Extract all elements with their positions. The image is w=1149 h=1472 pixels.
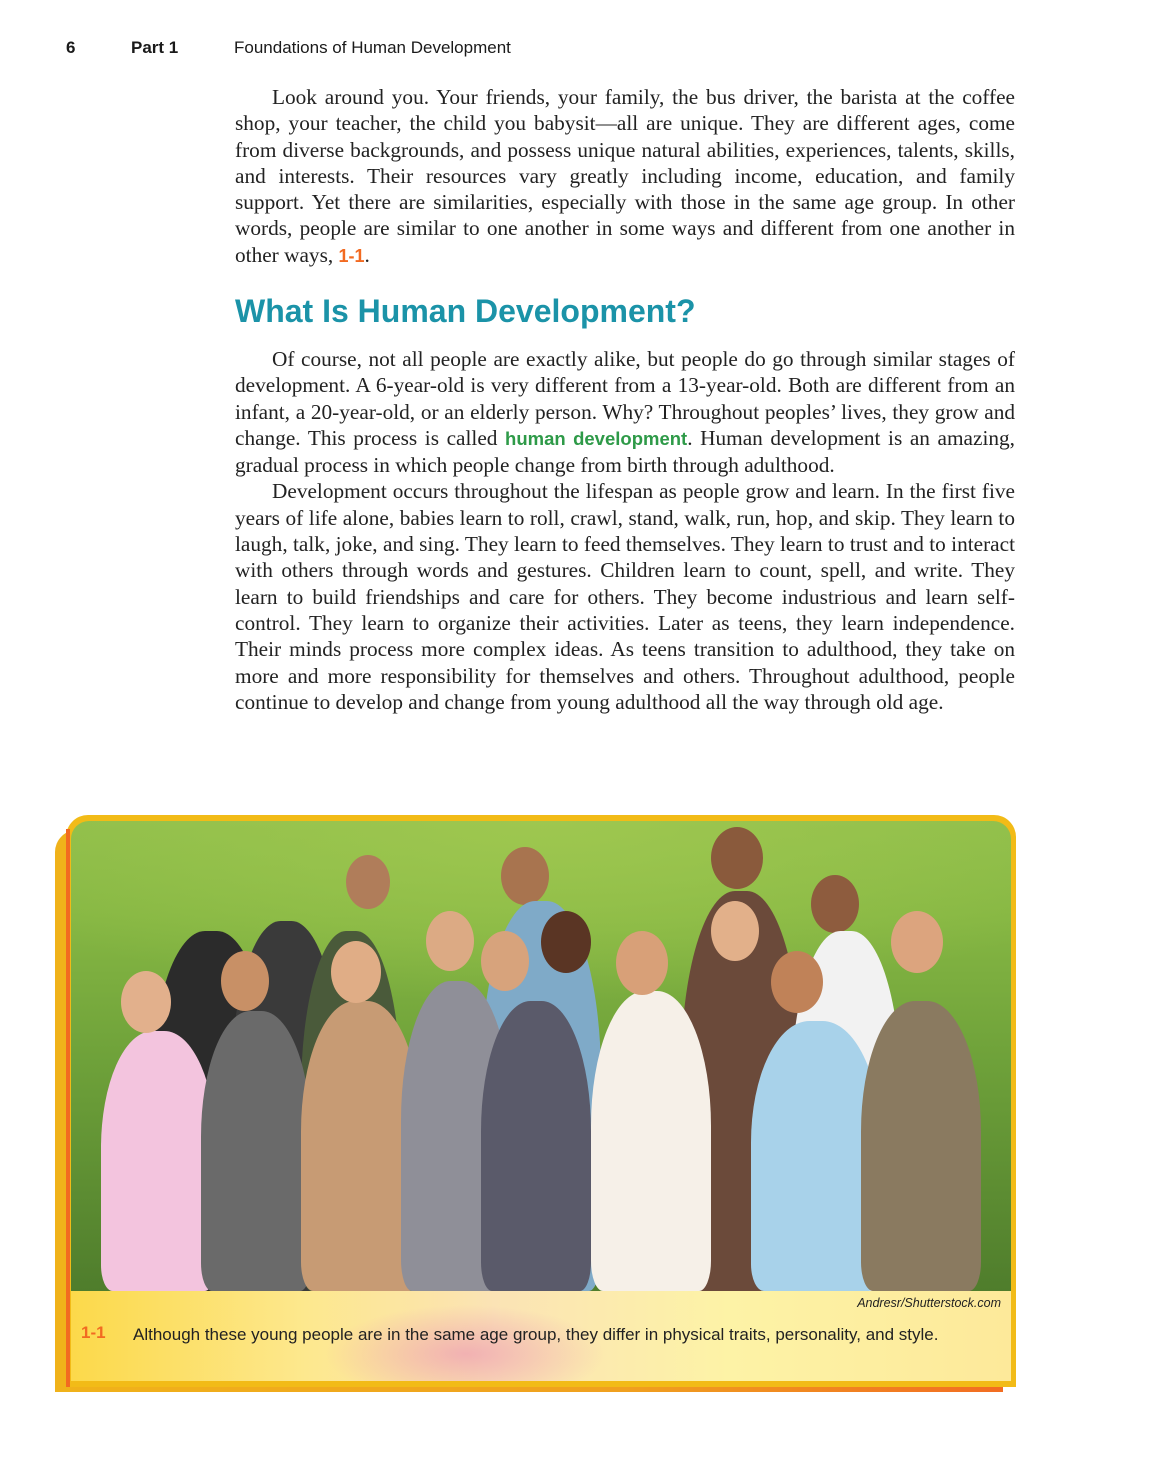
group-photo [71,821,1011,1291]
person [426,911,474,971]
figure-caption-area [71,1291,1011,1381]
person [346,855,390,909]
section-paragraph-2: Development occurs throughout the lifespan as people grow and learn. In the first five years of life alone, babies learn to roll, crawl, stand, walk, run, hop, and skip. They learn to laugh, talk, joke, and sing. They learn to feed themselves. They learn to trust and to interact with others through words and gestures. Children learn to count, spell, and write. They learn to build friendships and care for others. They become industrious and learn self-control. They learn to organize their activities. Later as teens, they learn independence. Their minds process more complex ideas. As teens transition to adulthood, they take on more and more responsibility for themselves and others. Throughout adulthood, people continue to develop and change from young adulthood all the way through old age. [235,479,1015,714]
chapter-title: Foundations of Human Development [234,38,511,57]
section-body [235,346,1015,715]
person [481,931,529,991]
person [711,827,763,889]
person [481,1001,591,1291]
person [501,847,549,905]
photo-credit: Andresr/Shutterstock.com [857,1296,1001,1310]
section-paragraph-1 [235,346,1015,478]
intro-paragraph [235,84,1015,269]
intro-end: . [364,242,370,267]
people-group [71,821,1011,1291]
intro-text: Look around you. Your friends, your family, the bus driver, the barista at the coffee shop, your teacher, the child you babysit—all are unique. They are different ages, come from diverse backgrounds, and possess unique natural abilities, experiences, talents, skills, and interests. Their resources vary greatly including income, education, and family support. Yet there are similarities, especially with those in the same age group. In other words, people are similar to one another in some ways and different from one another in other ways, [235,85,1015,267]
person [811,875,859,933]
person [331,941,381,1003]
key-term[interactable]: human development [505,427,688,449]
person [771,951,823,1013]
para1-before: Of course, not all people are exactly alike, but people do go through similar stages of development. A 6-year-old is very different from a 13-year-old. Both are different from an infant, a 20-year-old, or an elderly person. Why? Throughout peoples’ lives, they grow and change. This process is called [235,347,1015,450]
person [591,991,711,1291]
person [616,931,668,995]
para1-after: . Human development is an amazing, gradual process in which people change from birth through adulthood. [235,425,1015,478]
intro-paragraph-block [235,84,1015,269]
person [201,1011,311,1291]
figure-reference-link[interactable]: 1-1 [338,245,365,266]
person [221,951,269,1011]
frame-accent [66,829,70,1387]
section-heading: What Is Human Development? [235,293,696,329]
person [101,1031,216,1291]
part-label: Part 1 [131,38,179,57]
person [541,911,591,973]
person [861,1001,981,1291]
figure-number: 1-1 [81,1323,106,1342]
figure-caption: Although these young people are in the same age group, they differ in physical traits, personality, and style. [133,1325,939,1344]
person [711,901,759,961]
person [891,911,943,973]
page-number: 6 [66,38,76,57]
person [121,971,171,1033]
